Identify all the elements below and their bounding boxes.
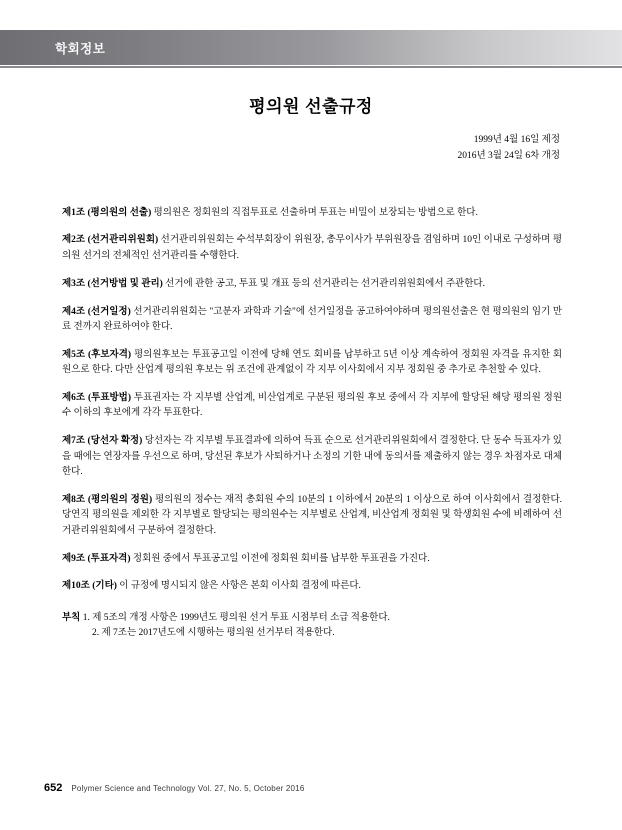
date-revised: 2016년 3월 24일 6차 개정 [457, 150, 560, 161]
article-3-body: 선거에 관한 공고, 투표 및 개표 등의 선거관리는 선거관리위원회에서 주관한다. [162, 278, 485, 289]
section-header-label: 학회정보 [55, 42, 106, 56]
addendum-line-1 [62, 611, 562, 626]
revision-dates [457, 133, 560, 164]
addendum-item-2: 2. 제 7조는 2017년도에 시행하는 평의원 선거부터 적용한다. [92, 628, 335, 639]
article-6-lead: 제6조 (투표방법) [62, 393, 132, 403]
article-1-body: 평의원은 정회원의 직접투표로 선출하며 투표는 비밀이 보장되는 방법으로 한다. [151, 207, 478, 218]
article-9-body: 정회원 중에서 투표공고일 이전에 정회원 회비를 납부한 투표권을 가진다. [130, 553, 430, 564]
article-2-lead: 제2조 (선거관리위원회) [62, 235, 159, 246]
article-5 [62, 348, 562, 379]
article-4-body: 선거관리위원회는 "고분자 과학과 기술"에 선거일정을 공고하여야하며 평의원선출은 현 평의원의 임기 만료 전까지 완료하여야 한다. [62, 306, 562, 332]
journal-citation: Polymer Science and Technology Vol. 27, No. 5, October 2016 [71, 784, 305, 793]
article-8-body: 평의원의 정수는 재적 총회원 수의 10분의 1 이하에서 20분의 1 이상으로 하여 이사회에서 결정한다. 당연직 평의원을 제외한 각 지부별로 할당되는 평의원수는 지부별로 산업계, 비산업계 정회원 및 학생회원 수에 비례하여 선거관리위원회에서 구분하여 결정한다. [62, 494, 562, 536]
page-footer [44, 782, 304, 794]
article-4-lead: 제4조 (선거일정) [62, 306, 131, 317]
article-4 [62, 305, 562, 336]
article-8-lead: 제8조 (평의원의 정원) [62, 494, 153, 505]
addendum [62, 611, 562, 642]
article-6 [62, 391, 562, 422]
article-10-body: 이 규정에 명시되지 않은 사항은 본회 이사회 결정에 따른다. [116, 581, 361, 592]
article-3-lead: 제3조 (선거방법 및 관리) [62, 278, 163, 289]
page-title: 평의원 선출규정 [249, 97, 373, 116]
article-7-body: 당선자는 각 지부별 투표결과에 의하여 득표 순으로 선거관리위원회에서 결정한다. 단 동수 득표자가 있을 때에는 연장자를 우선으로 하며, 당선된 후보가 사퇴하거나 소정의 기한 내에 동의서를 제출하지 않는 경우 차점자로 대체한다. [62, 436, 562, 477]
addendum-item-1: 1. 제 5조의 개정 사항은 1999년도 평의원 선거 투표 시점부터 소급 적용한다. [80, 612, 390, 623]
section-header-band [0, 30, 622, 65]
article-7-lead: 제7조 (당선자 확정) [62, 436, 143, 447]
article-2 [62, 233, 562, 264]
article-1 [62, 206, 562, 221]
article-6-body: 투표권자는 각 지부별 산업계, 비산업계로 구분된 평의원 후보 중에서 각 지부에 할당된 해당 평의원 정원 수 이하의 후보에게 각각 투표한다. [62, 393, 563, 419]
articles-container [62, 196, 562, 642]
addendum-lead: 부칙 [62, 612, 81, 623]
date-enacted: 1999년 4월 16일 제정 [473, 135, 560, 145]
article-5-body: 평의원후보는 투표공고일 이전에 당해 연도 회비를 납부하고 5년 이상 계속하여 정회원 자격을 유지한 회원으로 한다. 다만 산업계 평의원 후보는 위 조건에 관계없이 각 지부 이사회에서 지부 정회원 중 추가로 추천할 수 있다. [62, 349, 563, 376]
article-5-lead: 제5조 (후보자격) [62, 349, 132, 360]
header-divider-rule [0, 66, 622, 68]
header-band-gradient [0, 30, 622, 65]
article-10 [62, 579, 562, 594]
article-7 [62, 434, 562, 480]
article-3 [62, 277, 562, 292]
article-10-lead: 제10조 (기타) [62, 581, 117, 592]
article-9 [62, 552, 562, 567]
article-9-lead: 제9조 (투표자격) [62, 553, 131, 564]
article-8 [62, 493, 562, 539]
article-2-body: 선거관리위원회는 수석부회장이 위원장, 총무이사가 부위원장을 겸임하며 10인 이내로 구성하며 평의원 선거의 전체적인 선거관리를 수행한다. [62, 235, 563, 261]
page-number: 652 [44, 782, 63, 794]
article-1-lead: 제1조 (평의원의 선출) [62, 207, 152, 218]
